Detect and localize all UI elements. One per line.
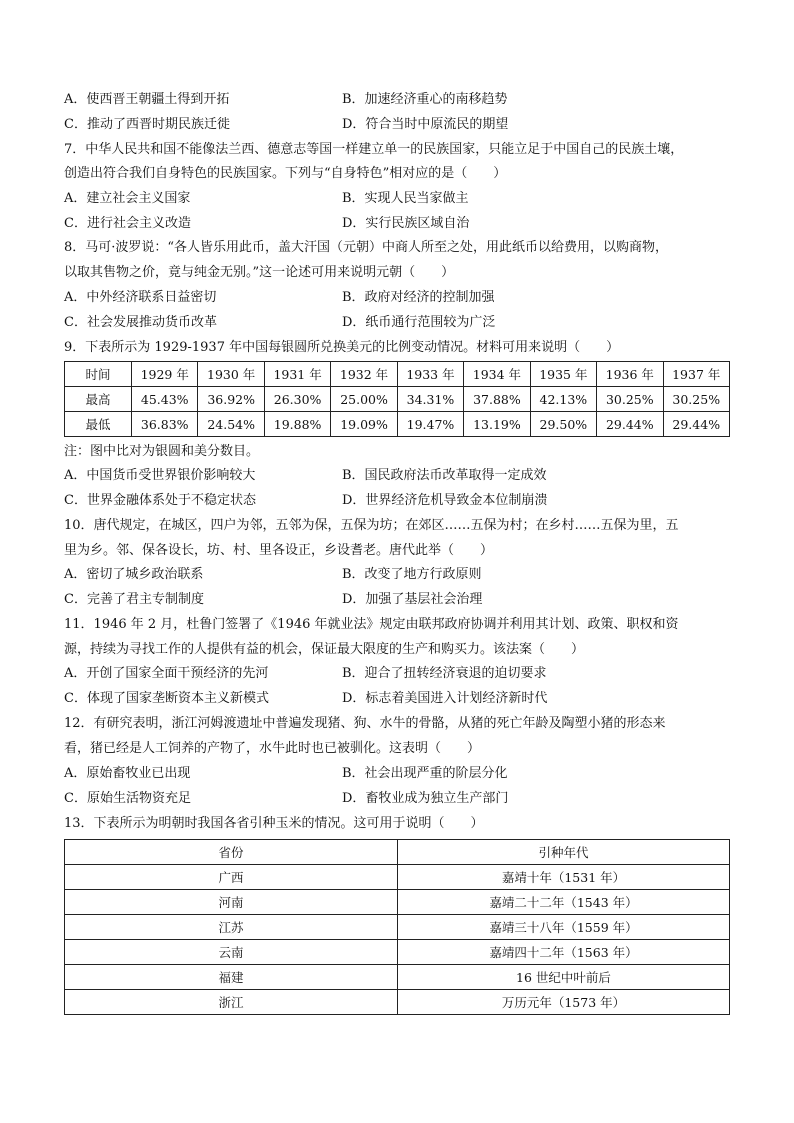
q10-stem-line-2: 里为乡。邻、保各设长，坊、村、里各设正，乡设耆老。唐代此举（ ） bbox=[64, 543, 494, 558]
value-cell: 42.13% bbox=[530, 387, 596, 412]
value-cell: 26.30% bbox=[264, 387, 330, 412]
year-cell: 1931 年 bbox=[264, 362, 330, 387]
q9-exchange-table bbox=[64, 361, 730, 437]
value-cell: 29.44% bbox=[597, 412, 663, 437]
q12-option-d[interactable]: D．畜牧业成为独立生产部门 bbox=[342, 791, 509, 806]
value-cell: 45.43% bbox=[132, 387, 198, 412]
value-cell: 19.47% bbox=[397, 412, 463, 437]
q9-stem: 9．下表所示为 1929-1937 年中国每银圆所兑换美元的比例变动情况。材料可用来说明（ ） bbox=[64, 340, 620, 355]
year-cell: 16 世纪中叶前后 bbox=[398, 965, 730, 990]
q8-option-c[interactable]: C．社会发展推动货币改革 bbox=[64, 315, 217, 330]
q7-option-a[interactable]: A．建立社会主义国家 bbox=[64, 191, 191, 206]
q9-note: 注：图中比对为银圆和美分数目。 bbox=[64, 444, 260, 459]
q12-stem-line-2: 看，猪已经是人工饲养的产物了，水牛此时也已被驯化。这表明（ ） bbox=[64, 741, 481, 756]
province-cell: 广西 bbox=[65, 865, 398, 890]
header-cell-time: 时间 bbox=[65, 362, 132, 387]
q6-option-d[interactable]: D．符合当时中原流民的期望 bbox=[342, 117, 509, 132]
header-cell-province: 省份 bbox=[65, 840, 398, 865]
q10-stem-line-1: 10．唐代规定，在城区，四户为邻，五邻为保，五保为坊；在郊区……五保为村；在乡村……五保为里，五 bbox=[64, 518, 679, 533]
province-cell: 江苏 bbox=[65, 915, 398, 940]
province-cell: 河南 bbox=[65, 890, 398, 915]
year-cell: 万历元年（1573 年） bbox=[398, 990, 730, 1015]
q11-option-a[interactable]: A．开创了国家全面干预经济的先河 bbox=[64, 666, 269, 681]
q12-stem-line-1: 12．有研究表明，浙江河姆渡遗址中普遍发现猪、狗、水牛的骨骼，从猪的死亡年龄及陶塑小猪的形态来 bbox=[64, 716, 666, 731]
table-row bbox=[65, 890, 730, 915]
value-cell: 25.00% bbox=[331, 387, 397, 412]
province-cell: 福建 bbox=[65, 965, 398, 990]
year-cell: 1930 年 bbox=[198, 362, 264, 387]
q7-option-d[interactable]: D．实行民族区域自治 bbox=[342, 216, 470, 231]
table-row bbox=[65, 990, 730, 1015]
value-cell: 34.31% bbox=[397, 387, 463, 412]
year-cell: 1937 年 bbox=[663, 362, 730, 387]
q7-option-c[interactable]: C．进行社会主义改造 bbox=[64, 216, 191, 231]
table-row bbox=[65, 965, 730, 990]
q11-option-d[interactable]: D．标志着美国进入计划经济新时代 bbox=[342, 691, 548, 706]
q6-option-c[interactable]: C．推动了西晋时期民族迁徙 bbox=[64, 117, 230, 132]
q13-stem: 13．下表所示为明朝时我国各省引种玉米的情况。这可用于说明（ ） bbox=[64, 816, 484, 831]
q9-option-c[interactable]: C．世界金融体系处于不稳定状态 bbox=[64, 493, 256, 508]
q10-option-a[interactable]: A．密切了城乡政治联系 bbox=[64, 567, 204, 582]
value-cell: 37.88% bbox=[464, 387, 530, 412]
value-cell: 36.92% bbox=[198, 387, 264, 412]
value-cell: 19.09% bbox=[331, 412, 397, 437]
q12-option-c[interactable]: C．原始生活物资充足 bbox=[64, 791, 191, 806]
year-cell: 1934 年 bbox=[464, 362, 530, 387]
q6-option-b[interactable]: B．加速经济重心的南移趋势 bbox=[342, 92, 508, 107]
q6-option-a[interactable]: A．使西晋王朝疆土得到开拓 bbox=[64, 92, 230, 107]
value-cell: 13.19% bbox=[464, 412, 530, 437]
q8-option-b[interactable]: B．政府对经济的控制加强 bbox=[342, 290, 495, 305]
year-cell: 嘉靖四十二年（1563 年） bbox=[398, 940, 730, 965]
year-cell: 嘉靖三十八年（1559 年） bbox=[398, 915, 730, 940]
q8-stem-line-2: 以取其售物之价，竟与纯金无别。”这一论述可用来说明元朝（ ） bbox=[64, 265, 455, 280]
q7-stem-line-2: 创造出符合我们自身特色的民族国家。下列与“自身特色”相对应的是（ ） bbox=[64, 166, 507, 181]
value-cell: 24.54% bbox=[198, 412, 264, 437]
q12-option-b[interactable]: B．社会出现严重的阶层分化 bbox=[342, 766, 508, 781]
q11-option-c[interactable]: C．体现了国家垄断资本主义新模式 bbox=[64, 691, 269, 706]
year-cell: 1932 年 bbox=[331, 362, 397, 387]
table-row bbox=[65, 915, 730, 940]
year-cell: 嘉靖二十二年（1543 年） bbox=[398, 890, 730, 915]
q11-option-b[interactable]: B．迎合了扭转经济衰退的迫切要求 bbox=[342, 666, 547, 681]
q11-stem-line-2: 源，持续为寻找工作的人提供有益的机会，保证最大限度的生产和购买力。该法案（ ） bbox=[64, 642, 585, 657]
q9-option-b[interactable]: B．国民政府法币改革取得一定成效 bbox=[342, 468, 547, 483]
table-header-row bbox=[65, 362, 730, 387]
year-cell: 嘉靖十年（1531 年） bbox=[398, 865, 730, 890]
q10-option-d[interactable]: D．加强了基层社会治理 bbox=[342, 592, 483, 607]
province-cell: 浙江 bbox=[65, 990, 398, 1015]
table-row bbox=[65, 387, 730, 412]
value-cell: 30.25% bbox=[597, 387, 663, 412]
q9-option-a[interactable]: A．中国货币受世界银价影响较大 bbox=[64, 468, 256, 483]
table-row bbox=[65, 412, 730, 437]
row-label-high: 最高 bbox=[65, 387, 132, 412]
row-label-low: 最低 bbox=[65, 412, 132, 437]
table-header-row bbox=[65, 840, 730, 865]
value-cell: 30.25% bbox=[663, 387, 730, 412]
q7-option-b[interactable]: B．实现人民当家做主 bbox=[342, 191, 469, 206]
table-row bbox=[65, 940, 730, 965]
year-cell: 1933 年 bbox=[397, 362, 463, 387]
year-cell: 1935 年 bbox=[530, 362, 596, 387]
province-cell: 云南 bbox=[65, 940, 398, 965]
value-cell: 29.50% bbox=[530, 412, 596, 437]
q10-option-c[interactable]: C．完善了君主专制制度 bbox=[64, 592, 204, 607]
year-cell: 1936 年 bbox=[597, 362, 663, 387]
q8-option-a[interactable]: A．中外经济联系日益密切 bbox=[64, 290, 217, 305]
q8-stem-line-1: 8．马可·波罗说：“各人皆乐用此币，盖大汗国（元朝）中商人所至之处，用此纸币以给费用，以购商物， bbox=[64, 240, 669, 255]
year-cell: 1929 年 bbox=[132, 362, 198, 387]
header-cell-year: 引种年代 bbox=[398, 840, 730, 865]
q11-stem-line-1: 11．1946 年 2 月，杜鲁门签署了《1946 年就业法》规定由联邦政府协调并利用其计划、政策、职权和资 bbox=[64, 617, 679, 632]
q9-option-d[interactable]: D．世界经济危机导致金本位制崩溃 bbox=[342, 493, 548, 508]
table-row bbox=[65, 865, 730, 890]
q12-option-a[interactable]: A．原始畜牧业已出现 bbox=[64, 766, 191, 781]
q13-corn-table bbox=[64, 839, 730, 1015]
q8-option-d[interactable]: D．纸币通行范围较为广泛 bbox=[342, 315, 496, 330]
value-cell: 29.44% bbox=[663, 412, 730, 437]
q10-option-b[interactable]: B．改变了地方行政原则 bbox=[342, 567, 482, 582]
value-cell: 19.88% bbox=[264, 412, 330, 437]
q7-stem-line-1: 7．中华人民共和国不能像法兰西、德意志等国一样建立单一的民族国家，只能立足于中国自己的民族土壤， bbox=[64, 142, 684, 157]
value-cell: 36.83% bbox=[132, 412, 198, 437]
